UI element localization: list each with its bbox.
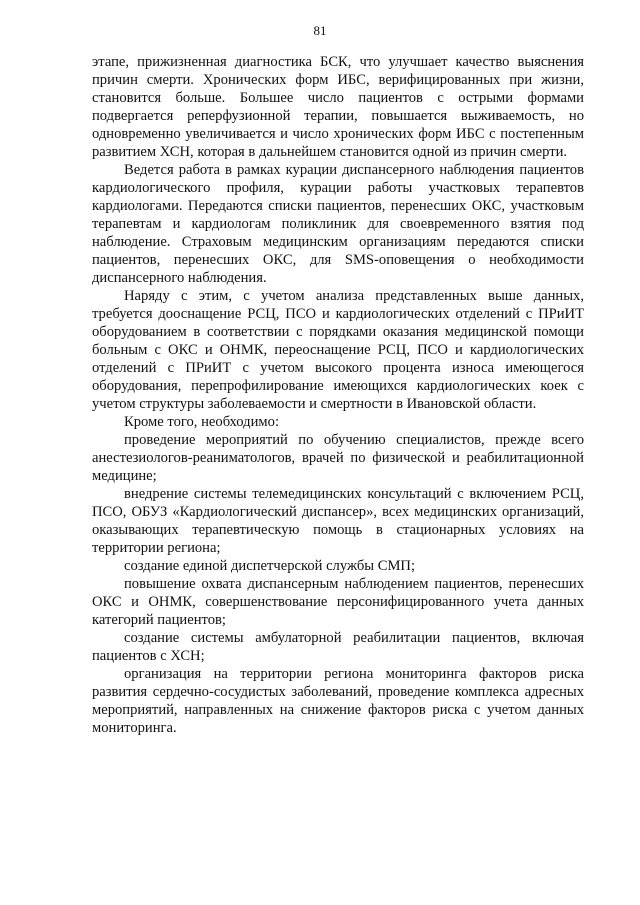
list-item-risk-monitoring: организация на территории региона мониторинга факторов риска развития сердечно-сосудистых заболеваний, проведение комплекса адресных мероприятий, направленных на снижение факторов риска с учетом данных мониторинга. xyxy=(92,666,584,736)
paragraph-continuation: этапе, прижизненная диагностика БСК, что улучшает качество выяснения причин смерти. Хронических форм ИБС, верифицированных при жизни, становится больше. Большее число пациентов с острыми формами подвергается реперфузионной терапии, повышается выживаемость, но одновременно увеличивается и число хронических форм ИБС с постепенным развитием ХСН, которая в дальнейшем становится одной из причин смерти. xyxy=(92,54,584,160)
list-item-rehabilitation: создание системы амбулаторной реабилитации пациентов, включая пациентов с ХСН; xyxy=(92,630,584,664)
list-item-dispensary-coverage: повышение охвата диспансерным наблюдением пациентов, перенесших ОКС и ОНМК, совершенствование персонифицированного учета данных категорий пациентов; xyxy=(92,576,584,628)
paragraph-also-needed: Кроме того, необходимо: xyxy=(124,414,280,430)
paragraph-dispensary-work: Ведется работа в рамках курации диспансерного наблюдения пациентов кардиологического профиля, курации работы участковых терапевтов кардиологами. Передаются списки пациентов, перенесших ОКС, участковым терапевтам и кардиологам поликлиник для своевременного взятия под наблюдение. Страховым медицинским организациям передаются списки пациентов, перенесших ОКС, для SMS-оповещения о необходимости диспансерного наблюдения. xyxy=(92,162,584,286)
page-number: 81 xyxy=(313,23,327,38)
list-item-training: проведение мероприятий по обучению специалистов, прежде всего анестезиологов-реаниматологов, врачей по физической и реабилитационной медицине; xyxy=(92,432,584,484)
list-item-telemedicine: внедрение системы телемедицинских консультаций с включением РСЦ, ПСО, ОБУЗ «Кардиологический диспансер», всех медицинских организаций, оказывающих терапевтическую помощь в стационарных условиях на территории региона; xyxy=(92,486,584,556)
list-item-dispatch-service: создание единой диспетчерской службы СМП; xyxy=(124,558,416,574)
document-body xyxy=(92,53,584,737)
paragraph-equipment-needs: Наряду с этим, с учетом анализа представленных выше данных, требуется дооснащение РСЦ, ПСО и кардиологических отделений с ПРиИТ оборудованием в соответствии с порядками оказания медицинской помощи больным с ОКС и ОНМК, переоснащение РСЦ, ПСО и кардиологических отделений с ПРиИТ с учетом высокого процента износа имеющегося оборудования, перепрофилирование имеющихся кардиологических коек с учетом структуры заболеваемости и смертности в Ивановской области. xyxy=(92,288,584,412)
